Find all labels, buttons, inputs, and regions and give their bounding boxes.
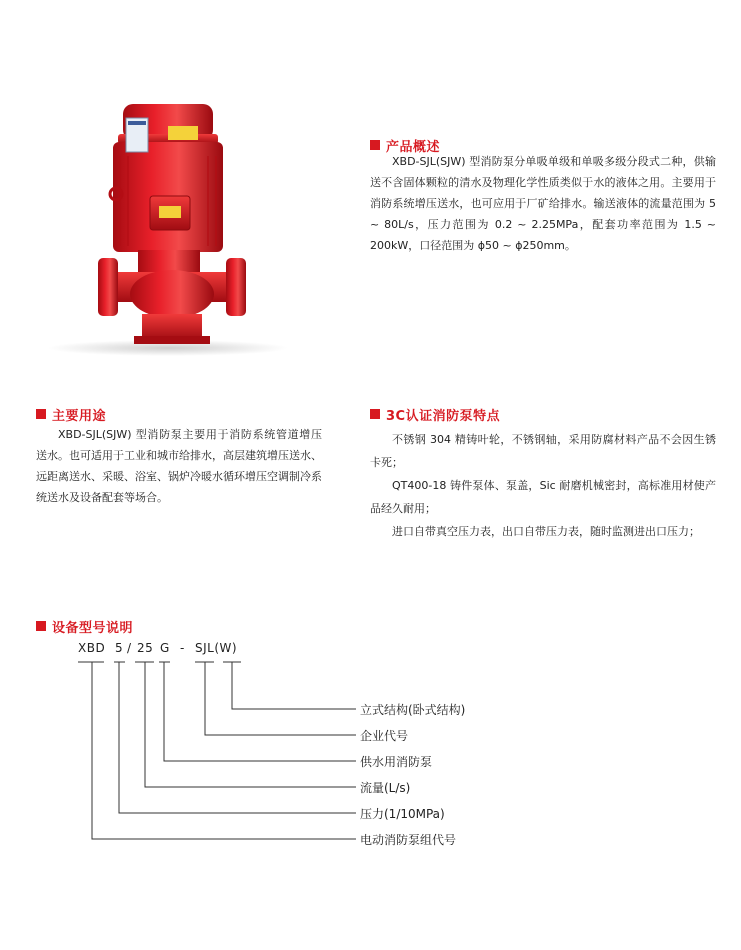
- model-desc-flow: 流量(L/s): [360, 781, 411, 795]
- overview-title: 产品概述: [386, 139, 441, 155]
- code-flow: 25: [137, 641, 154, 655]
- code-xbd: XBD: [78, 641, 106, 655]
- model-desc-unit-code: 电动消防泵组代号: [360, 833, 457, 847]
- feature-item: 进口自带真空压力表，出口自带压力表，随时监测进出口压力；: [392, 525, 700, 538]
- model-title: 设备型号说明: [52, 620, 134, 636]
- code-slash: /: [127, 641, 132, 655]
- feature-item: 不锈钢 304 精铸叶轮，不锈钢轴，采用防腐材料产品不会因生锈卡死；: [370, 433, 716, 469]
- model-desc-water-supply: 供水用消防泵: [360, 755, 433, 769]
- model-desc-structure: 立式结构(卧式结构): [360, 703, 466, 717]
- feature-item: QT400-18 铸件泵体、泵盖，Sic 耐磨机械密封，高标准用材使产品经久耐用；: [370, 479, 716, 515]
- uses-title: 主要用途: [52, 408, 107, 424]
- code-g: G: [160, 641, 170, 655]
- code-pressure: 5: [115, 641, 124, 655]
- uses-paragraph: XBD-SJL(SJW) 型消防泵主要用于消防系统管道增压送水。也可适用于工业和城市给排水，高层建筑增压送水、远距离送水、采暖、浴室、锅炉冷暖水循环增压空调制冷系统送水及设备配套等场合。: [36, 428, 322, 504]
- model-desc-pressure: 压力(1/10MPa): [360, 807, 445, 821]
- code-sjl: SJL(W): [195, 641, 238, 655]
- code-dash: -: [180, 641, 185, 655]
- overview-paragraph: XBD-SJL(SJW) 型消防泵分单吸单级和单吸多级分段式二种，供输送不含固体颗粒的清水及物理化学性质类似于水的液体之用。主要用于消防系统增压送水，也可应用于厂矿给排水。输送液体的流量范围为 5 ~ 80L/s，压力范围为 0.2 ~ 2.25MPa，配套功率范围为 1.5 ~ 200kW，口径范围为 ϕ50 ~ ϕ250mm。: [370, 155, 716, 252]
- model-desc-enterprise: 企业代号: [360, 729, 409, 743]
- features-title: 3C认证消防泵特点: [386, 408, 501, 424]
